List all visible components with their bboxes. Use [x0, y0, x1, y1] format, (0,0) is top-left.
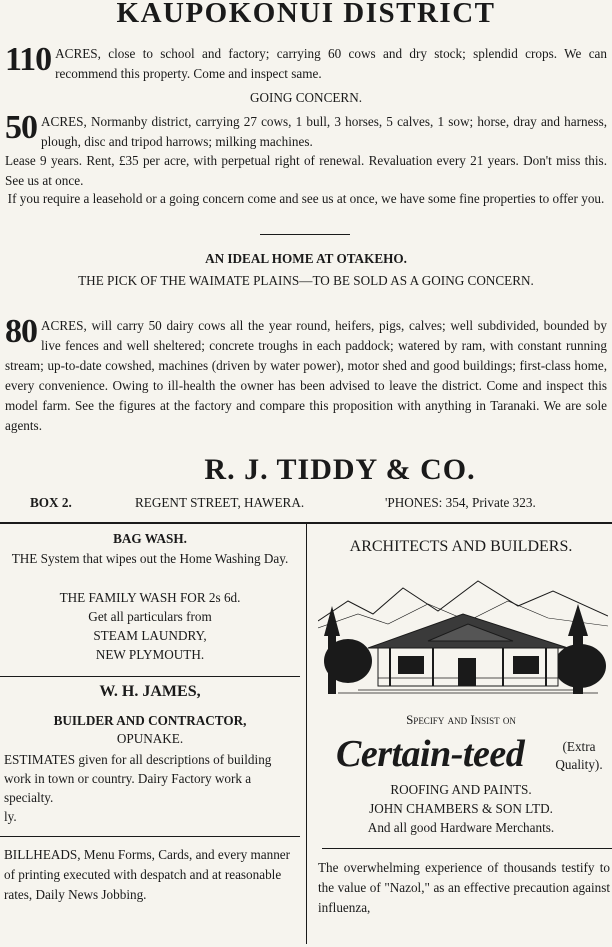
certainteed-quality: (Extra Quality).	[555, 739, 603, 772]
divider-left-1	[0, 676, 300, 677]
tiddy-name: R. J. TIDDY & CO.	[204, 453, 476, 486]
certainteed-company: JOHN CHAMBERS & SON LTD.	[369, 801, 553, 816]
james-trade: BUILDER AND CONTRACTOR,	[53, 713, 247, 728]
divider-right-1	[322, 848, 612, 849]
certainteed-brand: Certain-teed	[336, 733, 525, 775]
certainteed-product: ROOFING AND PAINTS.	[390, 782, 532, 797]
divider-1	[260, 234, 350, 235]
leasehold-line: If you require a leasehold or a going concern come and see us at once, we have some fine properties to offer you.	[7, 191, 605, 206]
bagwash-line2: THE FAMILY WASH FOR 2s 6d.	[59, 590, 241, 605]
tiddy-phones: 'PHONES: 354, Private 323.	[385, 495, 536, 510]
nazol-text: The overwhelming experience of thousands testify to the value of "Nazol," as an effective precaution against influenza,	[318, 860, 610, 915]
tiddy-box: BOX 2.	[30, 495, 72, 510]
listing-50-text: ACRES, Normanby district, carrying 27 cows, 1 bull, 3 horses, 5 calves, 1 sow; horse, dray and harness, plough, disc and tripod harrows; milking machines.	[41, 114, 607, 149]
going-concern-label: GOING CONCERN.	[249, 90, 363, 105]
kaupokonui-heading: KAUPOKONUI DISTRICT	[116, 0, 496, 29]
lease-line: Lease 9 years. Rent, £35 per acre, with perpetual right of renewal. Revaluation every 21 years. Don't miss this. See us at once.	[5, 153, 607, 188]
otakeho-subheading: THE PICK OF THE WAIMATE PLAINS—TO BE SOLD AS A GOING CONCERN.	[78, 273, 534, 288]
otakeho-body	[5, 313, 607, 436]
divider-left-2	[0, 836, 300, 837]
listing-110-number: 110	[5, 41, 52, 78]
certainteed-heading: ARCHITECTS AND BUILDERS.	[349, 538, 573, 555]
column-divider	[306, 524, 307, 944]
james-name: W. H. JAMES,	[99, 683, 201, 700]
otakeho-number: 80	[5, 313, 37, 350]
james-town: OPUNAKE.	[116, 731, 184, 746]
bungalow-house-illustration	[318, 566, 608, 694]
certainteed-merchants: And all good Hardware Merchants.	[367, 820, 555, 835]
bagwash-line1: THE System that wipes out the Home Washing Day.	[11, 551, 289, 566]
listing-110	[5, 41, 607, 84]
listing-110-text: ACRES, close to school and factory; carrying 60 cows and dry stock; splendid crops. We can recommend this property. Come and inspect same.	[55, 46, 607, 81]
james-text: ESTIMATES given for all descriptions of building work in town or country. Dairy Factory work a specialty.	[4, 752, 272, 805]
tiddy-address: REGENT STREET, HAWERA.	[135, 495, 305, 510]
otakeho-heading: AN IDEAL HOME AT OTAKEHO.	[205, 251, 407, 266]
otakeho-text: ACRES, will carry 50 dairy cows all the year round, heifers, pigs, calves; well subdivided, bounded by live fences and well sheltered; concrete troughs in each paddock; watered by ram, with constant running stream; up-to-date cowshed, machines (driven by water power), motor shed and good buildings; first-class home, every convenience. Owing to ill-health the owner has been advised to leave the district. Come and inspect this model farm. See the figures at the factory and compare this proposition with anything in Taranaki. We are sole agents.	[5, 318, 607, 433]
bagwash-heading: BAG WASH.	[113, 531, 187, 546]
listing-50-number: 50	[5, 109, 37, 146]
certainteed-specify: Specify and Insist on	[406, 712, 516, 727]
listing-50	[5, 109, 607, 152]
bagwash-line3: Get all particulars from	[88, 609, 212, 624]
bagwash-line4: STEAM LAUNDRY,	[93, 628, 207, 643]
bagwash-line5: NEW PLYMOUTH.	[95, 647, 205, 662]
billheads-text: BILLHEADS, Menu Forms, Cards, and every manner of printing executed with despatch and at reasonable rates, Daily News Jobbing.	[4, 847, 291, 902]
james-trailing: ly.	[4, 809, 17, 824]
